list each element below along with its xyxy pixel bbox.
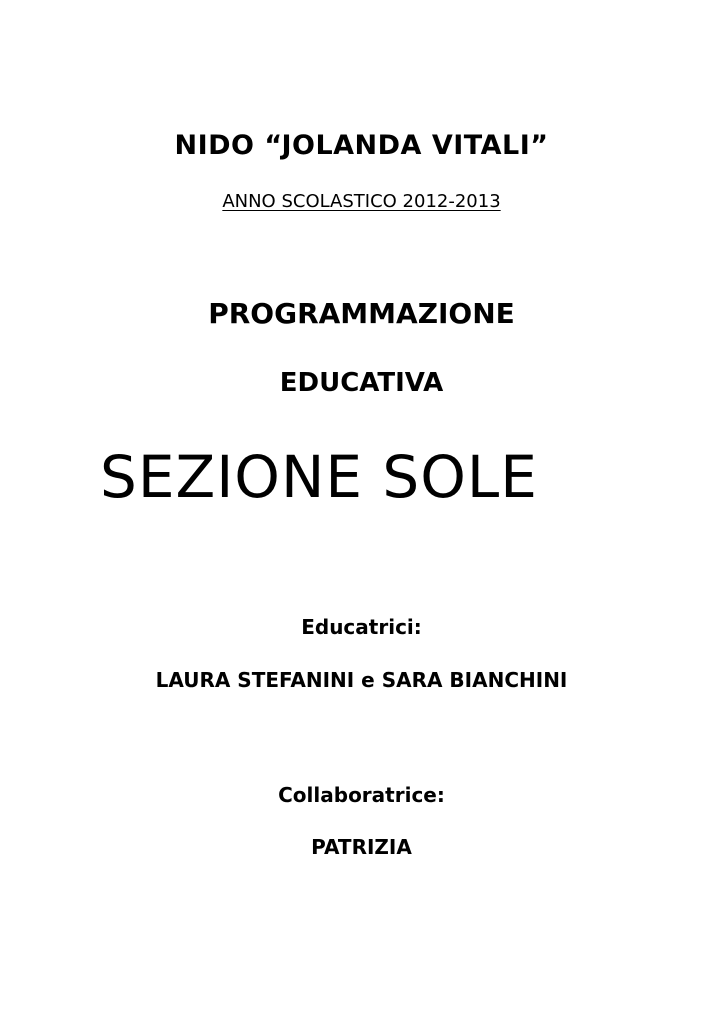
collaborator-name: PATRIZIA xyxy=(311,835,412,859)
educators-label: Educatrici: xyxy=(301,615,422,639)
school-year: ANNO SCOLASTICO 2012-2013 xyxy=(222,191,501,212)
section-name: SEZIONE SOLE xyxy=(100,443,538,511)
heading-programmazione: PROGRAMMAZIONE xyxy=(208,297,515,330)
collaborator-label: Collaboratrice: xyxy=(278,783,445,807)
nursery-title: NIDO “JOLANDA VITALI” xyxy=(174,130,549,161)
heading-educativa: EDUCATIVA xyxy=(279,368,444,398)
educators-names: LAURA STEFANINI e SARA BIANCHINI xyxy=(155,668,568,692)
